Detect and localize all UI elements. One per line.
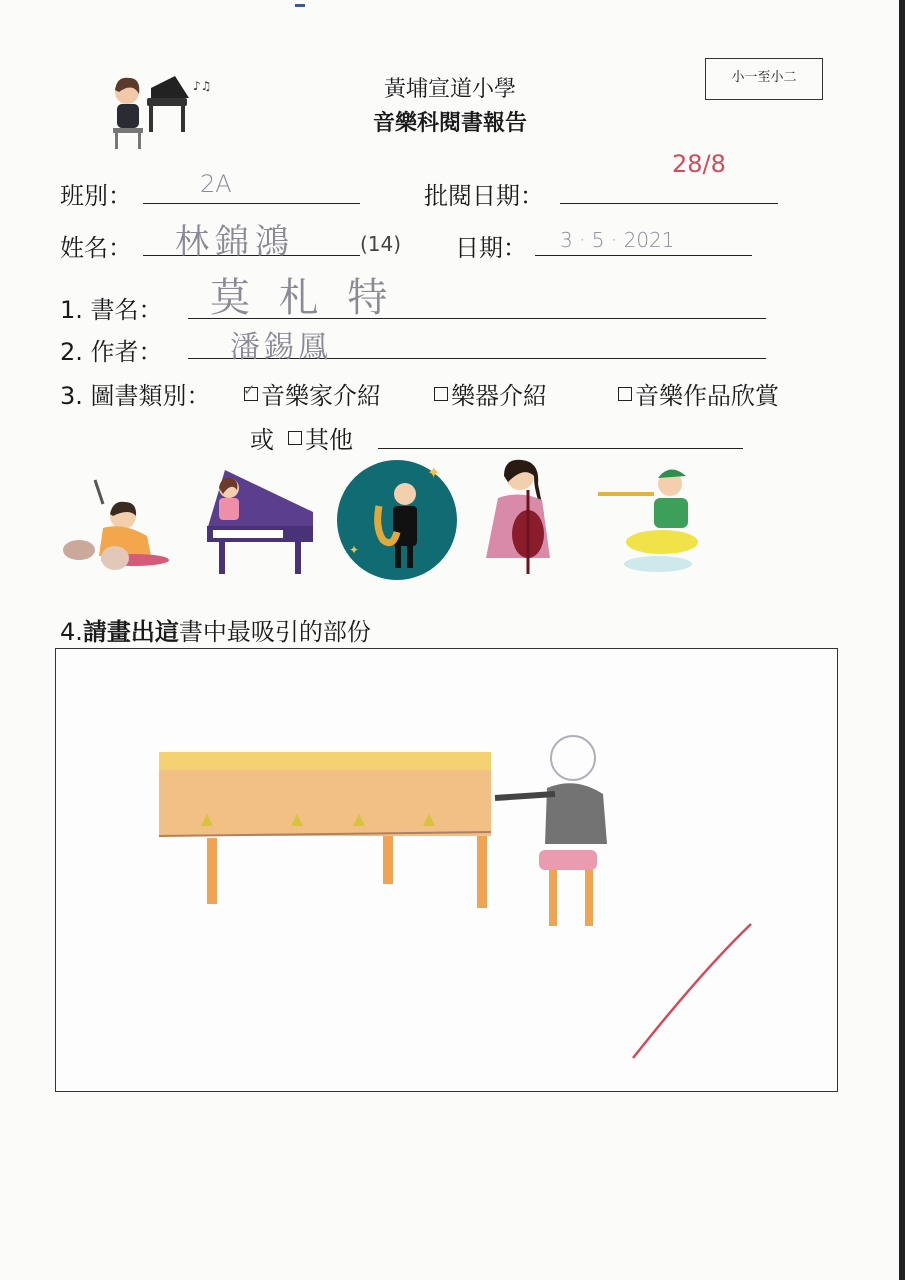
- section-number: 4.: [60, 618, 83, 646]
- checkbox[interactable]: [434, 387, 448, 401]
- class-value: 2A: [200, 170, 232, 198]
- school-name: 黃埔宣道小學: [383, 77, 516, 102]
- scan-edge: [899, 0, 905, 1280]
- date-value: 3 · 5 · 2021: [560, 228, 675, 252]
- drawing-section-title: [60, 612, 371, 647]
- other-line: [378, 448, 743, 449]
- report-title: 音樂科閱書報告: [372, 111, 527, 136]
- scan-mark: [295, 4, 305, 7]
- section-title-bold: 請畫出這: [82, 618, 179, 646]
- date-line: [535, 255, 752, 256]
- author-value: 潘錫鳳: [230, 330, 332, 365]
- class-label: 班別：: [60, 182, 132, 210]
- piano-leg: [477, 836, 487, 908]
- piano-leg: [383, 836, 393, 884]
- review-date-line: [560, 203, 778, 204]
- student-drawing: [55, 648, 838, 1092]
- name-value: 林錦鴻: [175, 222, 295, 262]
- teacher-check-mark: [633, 924, 751, 1058]
- category-option-works[interactable]: [618, 376, 779, 411]
- cellist-icon: [478, 454, 573, 579]
- name-label: 姓名：: [60, 234, 132, 262]
- checkbox[interactable]: [618, 387, 632, 401]
- review-date-label: 批閱日期：: [424, 182, 544, 210]
- section-title-rest: 書中最吸引的部份: [178, 618, 371, 646]
- category-option-other[interactable]: [288, 420, 353, 455]
- piano-leg: [207, 838, 217, 904]
- category-label: 3. 圖書類別：: [60, 382, 211, 410]
- student-number: (14): [360, 232, 402, 256]
- pianist-icon: [105, 70, 220, 155]
- book-title-label: 1. 書名：: [60, 296, 163, 324]
- or-label: 或: [250, 426, 274, 454]
- checkbox-checked[interactable]: [243, 381, 258, 401]
- pianist-arm: [495, 794, 555, 798]
- svg-text:♪♫: ♪♫: [193, 79, 212, 93]
- category-option-label: 其他: [305, 426, 353, 454]
- book-title-value: 莫 札 特: [210, 275, 396, 321]
- checkbox[interactable]: [288, 431, 302, 445]
- category-option-instrument[interactable]: [434, 376, 547, 411]
- author-label: 2. 作者：: [60, 338, 163, 366]
- category-option-musician[interactable]: [244, 376, 381, 411]
- stool-leg: [549, 870, 557, 926]
- flute-boy-icon: [596, 460, 701, 580]
- piano-girl-icon: [195, 470, 320, 580]
- svg-text:✦: ✦: [427, 463, 441, 482]
- score-mark: 28/8: [672, 150, 726, 178]
- piano-lid: [159, 752, 491, 770]
- check-icon: ✓: [243, 381, 256, 399]
- svg-text:✦: ✦: [349, 543, 360, 557]
- category-option-label: 樂器介紹: [451, 382, 547, 410]
- stool-seat: [539, 850, 597, 870]
- pianist-head: [551, 736, 595, 780]
- saxophone-icon: [335, 458, 460, 583]
- stool-leg: [585, 870, 593, 926]
- grade-level-box: 小一至小二: [705, 58, 823, 100]
- date-label: 日期：: [455, 234, 527, 262]
- category-option-label: 音樂作品欣賞: [635, 382, 779, 410]
- drummer-icon: [55, 470, 170, 580]
- class-line: [143, 203, 360, 204]
- category-option-label: 音樂家介紹: [261, 382, 381, 410]
